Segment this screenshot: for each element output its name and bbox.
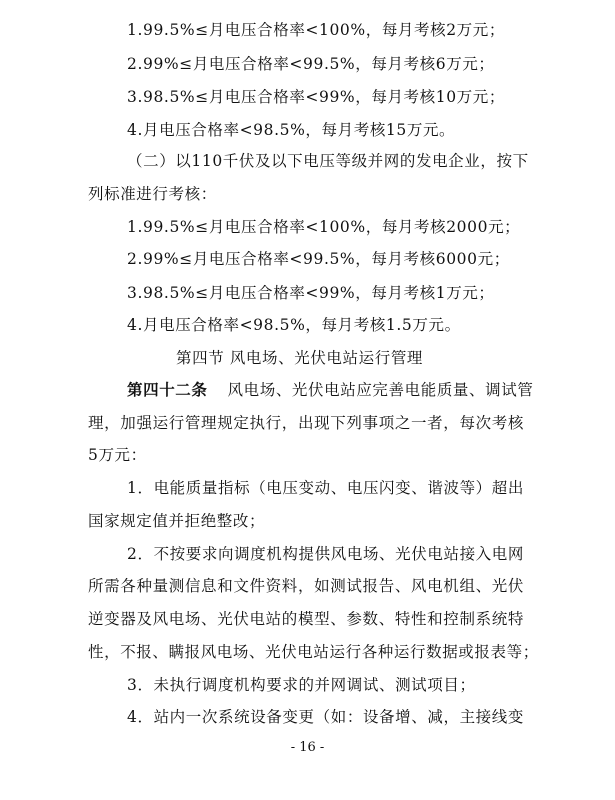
text-line-17: 2．不按要求向调度机构提供风电场、光伏电站接入电网 [127,545,524,563]
text-line-10: 4.月电压合格率<98.5%，每月考核1.5万元。 [127,316,461,334]
text-line-16: 国家规定值并拒绝整改； [88,512,266,530]
text-line-6: 列标准进行考核： [88,185,217,203]
section-heading: 第四节 风电场、光伏电站运行管理 [176,349,424,367]
article-text: 风电场、光伏电站应完善电能质量、调试管 [227,381,534,399]
text-line-3: 3.98.5%≤月电压合格率<99%，每月考核10万元； [127,88,505,106]
text-line-8: 2.99%≤月电压合格率<99.5%，每月考核6000元； [127,250,510,268]
text-line-22: 4．站内一次系统设备变更（如：设备增、减，主接线变 [127,708,524,726]
text-line-21: 3．未执行调度机构要求的并网调试、测试项目； [127,676,476,694]
text-line-13: 理，加强运行管理规定执行，出现下列事项之一者，每次考核 [88,414,524,432]
text-line-20: 性，不报、瞒报风电场、光伏电站运行各种运行数据或报表等； [88,643,539,661]
text-line-7: 1.99.5%≤月电压合格率<100%，每月考核2000元； [127,218,521,236]
text-line-1: 1.99.5%≤月电压合格率<100%，每月考核2万元； [127,21,505,39]
text-line-18: 所需各种量测信息和文件资料，如测试报告、风电机组、光伏 [88,577,524,595]
text-line-4: 4.月电压合格率<98.5%，每月考核15万元。 [127,121,456,139]
text-line-5: （二）以110千伏及以下电压等级并网的发电企业，按下 [127,152,529,170]
text-line-15: 1．电能质量指标（电压变动、电压闪变、谐波等）超出 [127,479,524,497]
text-line-19: 逆变器及风电场、光伏电站的模型、参数、特性和控制系统特 [88,610,524,628]
text-line-14: 5万元： [88,446,147,464]
page-number: - 16 - [290,740,325,755]
article-first-line [127,380,534,400]
article-label: 第四十二条 [127,380,208,399]
text-line-9: 3.98.5%≤月电压合格率<99%，每月考核1万元； [127,284,495,302]
text-line-2: 2.99%≤月电压合格率<99.5%，每月考核6万元； [127,55,495,73]
